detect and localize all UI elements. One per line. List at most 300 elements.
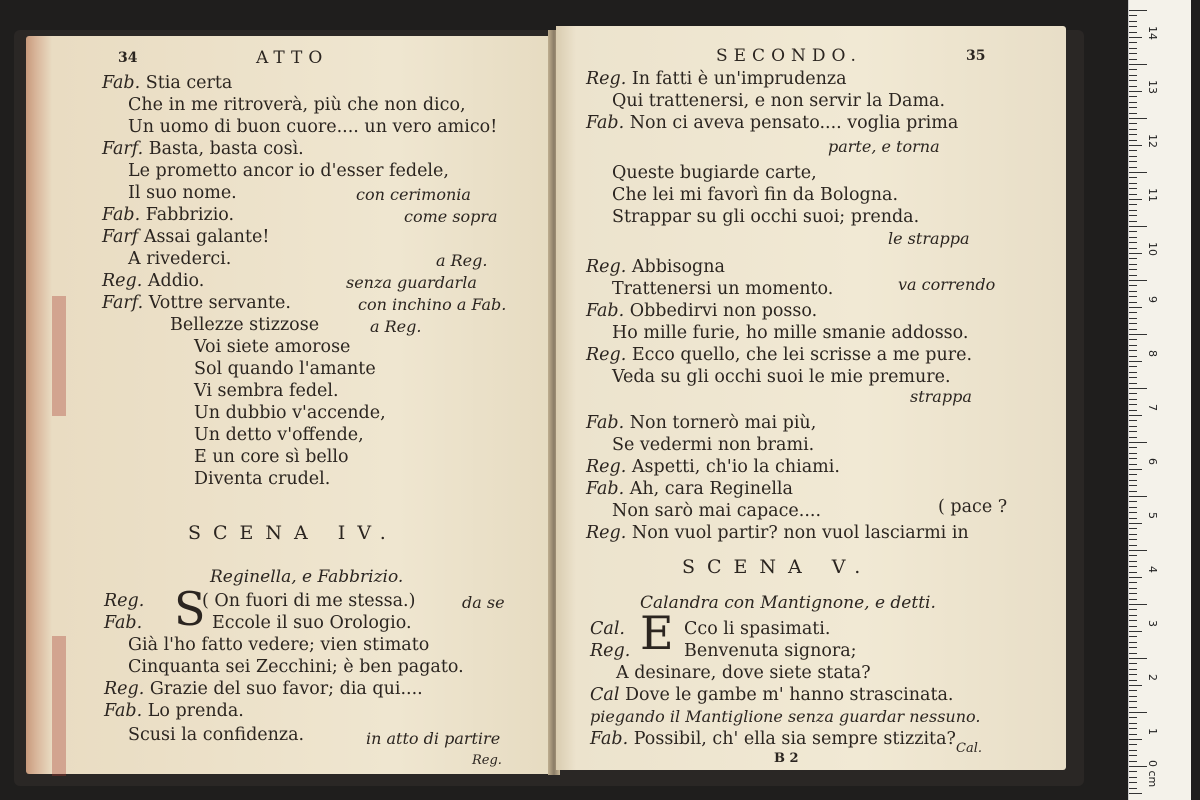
page-number: 34 (118, 50, 138, 66)
text-line (586, 478, 793, 500)
text-line (684, 640, 857, 662)
text-line (202, 590, 415, 612)
ruler-tick (1129, 388, 1147, 389)
ruler-tick (1129, 59, 1137, 60)
text-line (586, 112, 958, 134)
text-line (612, 206, 919, 228)
ruler-tick (1129, 647, 1137, 648)
text-line (102, 138, 304, 160)
verse: Le prometto ancor io d'esser fedele, (128, 161, 449, 181)
speaker: Fab. (102, 73, 141, 93)
text-line (586, 344, 972, 366)
ruler-tick (1129, 329, 1137, 330)
ruler-tick (1129, 253, 1142, 254)
ruler-label: 3 (1146, 620, 1159, 627)
ruler-tick (1129, 545, 1137, 546)
text-line (128, 634, 429, 656)
ruler-tick (1129, 620, 1137, 621)
verse: Scusi la confidenza. (128, 725, 305, 745)
text-line (104, 590, 144, 612)
ruler-tick (1129, 361, 1142, 362)
verse: Un dubbio v'accende, (194, 403, 386, 423)
speaker: Reg. (590, 641, 631, 661)
ruler-tick (1129, 577, 1142, 578)
ruler-tick (1129, 377, 1137, 378)
ruler-tick (1129, 404, 1137, 405)
page-number: 35 (966, 48, 986, 64)
verse: Assai galante! (143, 227, 270, 247)
text-line (128, 182, 237, 204)
stage-direction: va correndo (898, 275, 996, 294)
verse: Che lei mi favorì fin da Bologna. (612, 185, 899, 205)
ruler-tick (1129, 64, 1147, 65)
ruler-tick (1129, 172, 1147, 173)
ruler-tick (1129, 771, 1137, 772)
ruler-tick (1129, 782, 1137, 783)
ruler-tick (1129, 410, 1137, 411)
ruler-tick (1129, 528, 1137, 529)
verse: Veda su gli occhi suoi le mie premure. (612, 367, 951, 387)
ruler-tick (1129, 237, 1137, 238)
speaker: Farf. (102, 139, 144, 159)
speaker: Fab. (586, 301, 625, 321)
ruler-label: 6 (1146, 458, 1159, 465)
verse: Non tornerò mai più, (629, 413, 817, 433)
ruler-tick (1129, 188, 1137, 189)
text-line (194, 336, 350, 358)
text-line (612, 434, 814, 456)
ruler-label: 5 (1146, 512, 1159, 519)
ruler-tick (1129, 572, 1137, 573)
ruler-tick (1129, 285, 1137, 286)
ruler-tick (1129, 588, 1137, 589)
ruler-tick (1129, 447, 1137, 448)
speaker: Reg. (104, 679, 145, 699)
ruler-tick (1129, 177, 1137, 178)
stage-direction: con cerimonia (356, 185, 471, 204)
ruler-tick (1129, 393, 1137, 394)
verse: Bellezze stizzose (170, 315, 320, 335)
ruler-tick (1129, 123, 1137, 124)
ruler-tick (1129, 501, 1137, 502)
text-line (612, 90, 945, 112)
ruler-tick (1129, 107, 1137, 108)
verse: E un core sì bello (194, 447, 349, 467)
ruler-tick (1129, 701, 1137, 702)
speaker: Reg. (586, 457, 627, 477)
text-line (102, 292, 291, 314)
stage-direction: senza guardarla (346, 273, 477, 292)
stage-direction: in atto di partire (366, 729, 501, 748)
verse: ( On fuori di me stessa.) (202, 591, 416, 611)
ruler-tick (1129, 318, 1137, 319)
speaker: Reg. (586, 257, 627, 277)
text-line (194, 402, 386, 424)
verse: Qui trattenersi, e non servir la Dama. (612, 91, 946, 111)
ruler-tick (1129, 399, 1137, 400)
ruler-tick (1129, 420, 1137, 421)
text-line (104, 700, 244, 722)
speaker: Fab. (586, 413, 625, 433)
verse: Addio. (147, 271, 205, 291)
text-line (612, 162, 817, 184)
ruler-tick (1129, 140, 1137, 141)
red-edge-stain (52, 296, 66, 416)
speaker: Reg. (104, 591, 145, 611)
ruler-tick (1129, 221, 1137, 222)
text-line (586, 522, 969, 544)
verse: Lo prenda. (147, 701, 244, 721)
running-head: ATTO (256, 48, 329, 68)
verse: A rivederci. (128, 249, 232, 269)
scene-characters: Calandra con Mantignone, e detti. (640, 593, 936, 613)
ruler-tick (1129, 604, 1147, 605)
red-edge-stain (52, 636, 66, 776)
verse: A desinare, dove siete stata? (616, 663, 871, 683)
ruler-tick (1129, 350, 1137, 351)
verse: Aspetti, ch'io la chiami. (631, 457, 840, 477)
ruler-tick (1129, 80, 1137, 81)
ruler-tick (1129, 291, 1137, 292)
ruler-tick (1129, 696, 1137, 697)
verse: Fabbrizio. (145, 205, 235, 225)
ruler-tick (1129, 766, 1147, 767)
ruler-tick (1129, 469, 1142, 470)
right-page (556, 26, 1066, 770)
verse: Trattenersi un momento. (612, 279, 834, 299)
ruler-tick (1129, 453, 1137, 454)
ruler-tick (1129, 653, 1137, 654)
stage-direction: da se (462, 593, 505, 612)
verse: Strappar su gli occhi suoi; prenda. (612, 207, 920, 227)
ruler-tick (1129, 296, 1137, 297)
text-line (212, 612, 412, 634)
verse: Ho mille furie, ho mille smanie addosso. (612, 323, 969, 343)
ruler-tick (1129, 458, 1137, 459)
ruler-tick (1129, 258, 1137, 259)
text-line (612, 500, 821, 522)
text-line (612, 184, 898, 206)
ruler-tick (1129, 561, 1137, 562)
ruler-tick (1129, 728, 1137, 729)
speaker: Fab. (102, 205, 141, 225)
left-page (26, 36, 554, 774)
ruler-label: 1 (1146, 728, 1159, 735)
ruler-tick (1129, 690, 1137, 691)
ruler-tick (1129, 156, 1137, 157)
text-line (586, 68, 847, 90)
verse: Non sarò mai capace.... (612, 501, 822, 521)
ruler-tick (1129, 42, 1137, 43)
ruler-tick (1129, 199, 1142, 200)
text-line (612, 278, 833, 300)
ruler-tick (1129, 523, 1142, 524)
ruler-tick (1129, 512, 1137, 513)
scene-heading: SCENA V. (682, 556, 873, 578)
verse: Che in me ritroverà, più che non dico, (128, 95, 466, 115)
verse: Sol quando l'amante (194, 359, 376, 379)
ruler-tick (1129, 167, 1137, 168)
ruler-tick (1129, 113, 1137, 114)
ruler-tick (1129, 134, 1137, 135)
ruler-tick (1129, 118, 1147, 119)
ruler-tick (1129, 788, 1137, 789)
ruler-tick (1129, 734, 1137, 735)
text-line (590, 684, 953, 706)
ruler-label: 4 (1146, 566, 1159, 573)
ruler-tick (1129, 464, 1137, 465)
text-line (128, 248, 231, 270)
ruler-tick (1129, 339, 1137, 340)
ruler-tick (1129, 226, 1147, 227)
speaker: Reg. (586, 345, 627, 365)
speaker: Fab. (586, 113, 625, 133)
ruler-tick (1129, 323, 1137, 324)
verse: Diventa crudel. (194, 469, 331, 489)
ruler-tick (1129, 485, 1137, 486)
stage-direction: piegando il Mantiglione senza guardar nessuno. (590, 707, 981, 726)
verse: Già l'ho fatto vedere; vien stimato (128, 635, 430, 655)
ruler-tick (1129, 480, 1137, 481)
verse: Non vuol partir? non vuol lasciarmi in (631, 523, 969, 543)
text-line (612, 322, 968, 344)
verse: Grazie del suo favor; dia qui.... (149, 679, 423, 699)
speaker: Fab. (590, 729, 629, 749)
ruler-tick (1129, 712, 1147, 713)
ruler-label: 10 (1146, 242, 1159, 256)
ruler-tick (1129, 642, 1137, 643)
ruler-label: 13 (1146, 80, 1159, 94)
text-line (194, 358, 376, 380)
verse: Un uomo di buon cuore.... un vero amico! (128, 117, 498, 137)
ruler-tick (1129, 145, 1142, 146)
verse: Voi siete amorose (194, 337, 351, 357)
text-line (194, 424, 364, 446)
ruler-tick (1129, 474, 1137, 475)
ruler-tick (1129, 496, 1147, 497)
ruler-tick (1129, 150, 1137, 151)
ruler-tick (1129, 302, 1137, 303)
ruler-tick (1129, 383, 1137, 384)
text-line (616, 662, 871, 684)
stage-direction: parte, e torna (828, 137, 940, 156)
verse: Abbisogna (631, 257, 725, 277)
ruler-tick (1129, 372, 1137, 373)
ruler-tick (1129, 102, 1137, 103)
ruler-tick (1129, 366, 1137, 367)
stage-direction: strappa (910, 387, 972, 406)
ruler-tick (1129, 415, 1142, 416)
ruler-tick (1129, 161, 1137, 162)
stage-direction: con inchino a Fab. (358, 295, 507, 314)
verse: Basta, basta così. (148, 139, 304, 159)
speaker: Cal. (590, 619, 625, 639)
ruler-tick (1129, 658, 1147, 659)
ruler-tick (1129, 491, 1137, 492)
ruler-tick (1129, 437, 1137, 438)
text-line (194, 380, 339, 402)
ruler-tick (1129, 593, 1137, 594)
text-line (586, 456, 840, 478)
ruler-tick (1129, 750, 1137, 751)
text-line (194, 468, 330, 490)
ruler-tick (1129, 231, 1137, 232)
ruler-label: 7 (1146, 404, 1159, 411)
verse: Cinquanta sei Zecchini; è ben pagato. (128, 657, 464, 677)
ruler-tick (1129, 248, 1137, 249)
ruler-tick (1129, 739, 1142, 740)
text-line (128, 724, 304, 746)
verse: Vottre servante. (148, 293, 291, 313)
ruler-tick (1129, 275, 1137, 276)
speaker: Reg. (102, 271, 143, 291)
ruler-tick (1129, 15, 1137, 16)
ruler-tick (1129, 280, 1147, 281)
verse: Vi sembra fedel. (194, 381, 339, 401)
speaker: Fab. (104, 701, 143, 721)
text-line (128, 116, 497, 138)
ruler-tick (1129, 242, 1137, 243)
ruler-tick (1129, 599, 1137, 600)
verse: Eccole il suo Orologio. (212, 613, 412, 633)
ruler-tick (1129, 215, 1137, 216)
ruler-tick (1129, 183, 1137, 184)
ruler-label: 8 (1146, 350, 1159, 357)
verse: Il suo nome. (128, 183, 237, 203)
ruler-tick (1129, 32, 1137, 33)
text-line (102, 72, 232, 94)
ruler-tick (1129, 609, 1137, 610)
ruler-tick (1129, 631, 1142, 632)
text-line (128, 94, 466, 116)
ruler-tick (1129, 431, 1137, 432)
scene-characters: Reginella, e Fabbrizio. (210, 567, 404, 587)
ruler-tick (1129, 723, 1137, 724)
ruler-tick (1129, 21, 1137, 22)
ruler-tick (1129, 69, 1137, 70)
ruler-tick (1129, 507, 1137, 508)
speaker: Reg. (586, 69, 627, 89)
ruler-label: 9 (1146, 296, 1159, 303)
drop-capital: E (640, 606, 674, 660)
speaker: Reg. (586, 523, 627, 543)
ruler-tick (1129, 48, 1137, 49)
text-line (102, 270, 204, 292)
speaker: Fab. (586, 479, 625, 499)
text-line (170, 314, 319, 336)
text-line (586, 412, 816, 434)
ruler-tick (1129, 204, 1137, 205)
ruler-tick (1129, 26, 1137, 27)
ruler-tick (1129, 312, 1137, 313)
ruler-label: 2 (1146, 674, 1159, 681)
ruler-tick (1129, 707, 1137, 708)
catchword: Reg. (472, 753, 502, 768)
ruler-tick (1129, 582, 1137, 583)
verse: Benvenuta signora; (684, 641, 857, 661)
text-line (590, 728, 956, 750)
ruler-tick (1129, 669, 1137, 670)
ruler-tick (1129, 793, 1142, 794)
turn-line: ( pace ? (938, 497, 1008, 517)
ruler-tick (1129, 518, 1137, 519)
signature-mark: B 2 (774, 751, 799, 766)
stage-direction: le strappa (888, 229, 970, 248)
ruler-tick (1129, 210, 1137, 211)
ruler-tick (1129, 334, 1147, 335)
ruler-tick (1129, 755, 1137, 756)
ruler-tick (1129, 717, 1137, 718)
ruler-tick (1129, 10, 1147, 11)
measuring-ruler (1128, 0, 1191, 800)
ruler-tick (1129, 37, 1142, 38)
verse: Stia certa (145, 73, 233, 93)
verse: Dove le gambe m' hanno strascinata. (625, 685, 954, 705)
ruler-tick (1129, 345, 1137, 346)
stage-direction: come sopra (404, 207, 498, 226)
ruler-label: 14 (1146, 26, 1159, 40)
ruler-tick (1129, 663, 1137, 664)
ruler-tick (1129, 75, 1137, 76)
ruler-label: 0 cm (1146, 760, 1159, 788)
stage-direction: a Reg. (370, 317, 422, 336)
ruler-tick (1129, 636, 1137, 637)
text-line (102, 204, 234, 226)
ruler-tick (1129, 442, 1147, 443)
ruler-tick (1129, 744, 1137, 745)
ruler-tick (1129, 539, 1137, 540)
verse: Cco li spasimati. (684, 619, 831, 639)
ruler-tick (1129, 53, 1137, 54)
verse: Se vedermi non brami. (612, 435, 815, 455)
verse: In fatti è un'imprudenza (631, 69, 847, 89)
text-line (586, 300, 817, 322)
text-line (102, 226, 269, 248)
ruler-tick (1129, 626, 1137, 627)
ruler-tick (1129, 534, 1137, 535)
ruler-tick (1129, 685, 1142, 686)
running-head: SECONDO. (716, 46, 862, 66)
ruler-tick (1129, 674, 1137, 675)
text-line (612, 366, 951, 388)
ruler-tick (1129, 96, 1137, 97)
ruler-tick (1129, 194, 1137, 195)
catchword: Cal. (956, 741, 982, 756)
text-line (590, 640, 630, 662)
ruler-tick (1129, 307, 1142, 308)
text-line (590, 618, 625, 640)
ruler-tick (1129, 269, 1137, 270)
verse: Ah, cara Reginella (629, 479, 793, 499)
verse: Possibil, ch' ella sia sempre stizzita? (633, 729, 956, 749)
ruler-tick (1129, 356, 1137, 357)
verse: Non ci aveva pensato.... voglia prima (629, 113, 959, 133)
ruler-label: 11 (1146, 188, 1159, 202)
ruler-tick (1129, 91, 1142, 92)
ruler-tick (1129, 777, 1137, 778)
ruler-tick (1129, 550, 1147, 551)
ruler-tick (1129, 680, 1137, 681)
text-line (684, 618, 830, 640)
ruler-tick (1129, 426, 1137, 427)
ruler-tick (1129, 566, 1137, 567)
text-line (194, 446, 349, 468)
text-line (104, 678, 423, 700)
text-line (128, 160, 449, 182)
stage-direction: a Reg. (436, 251, 488, 270)
ruler-tick (1129, 761, 1137, 762)
speaker: Fab. (104, 613, 143, 633)
